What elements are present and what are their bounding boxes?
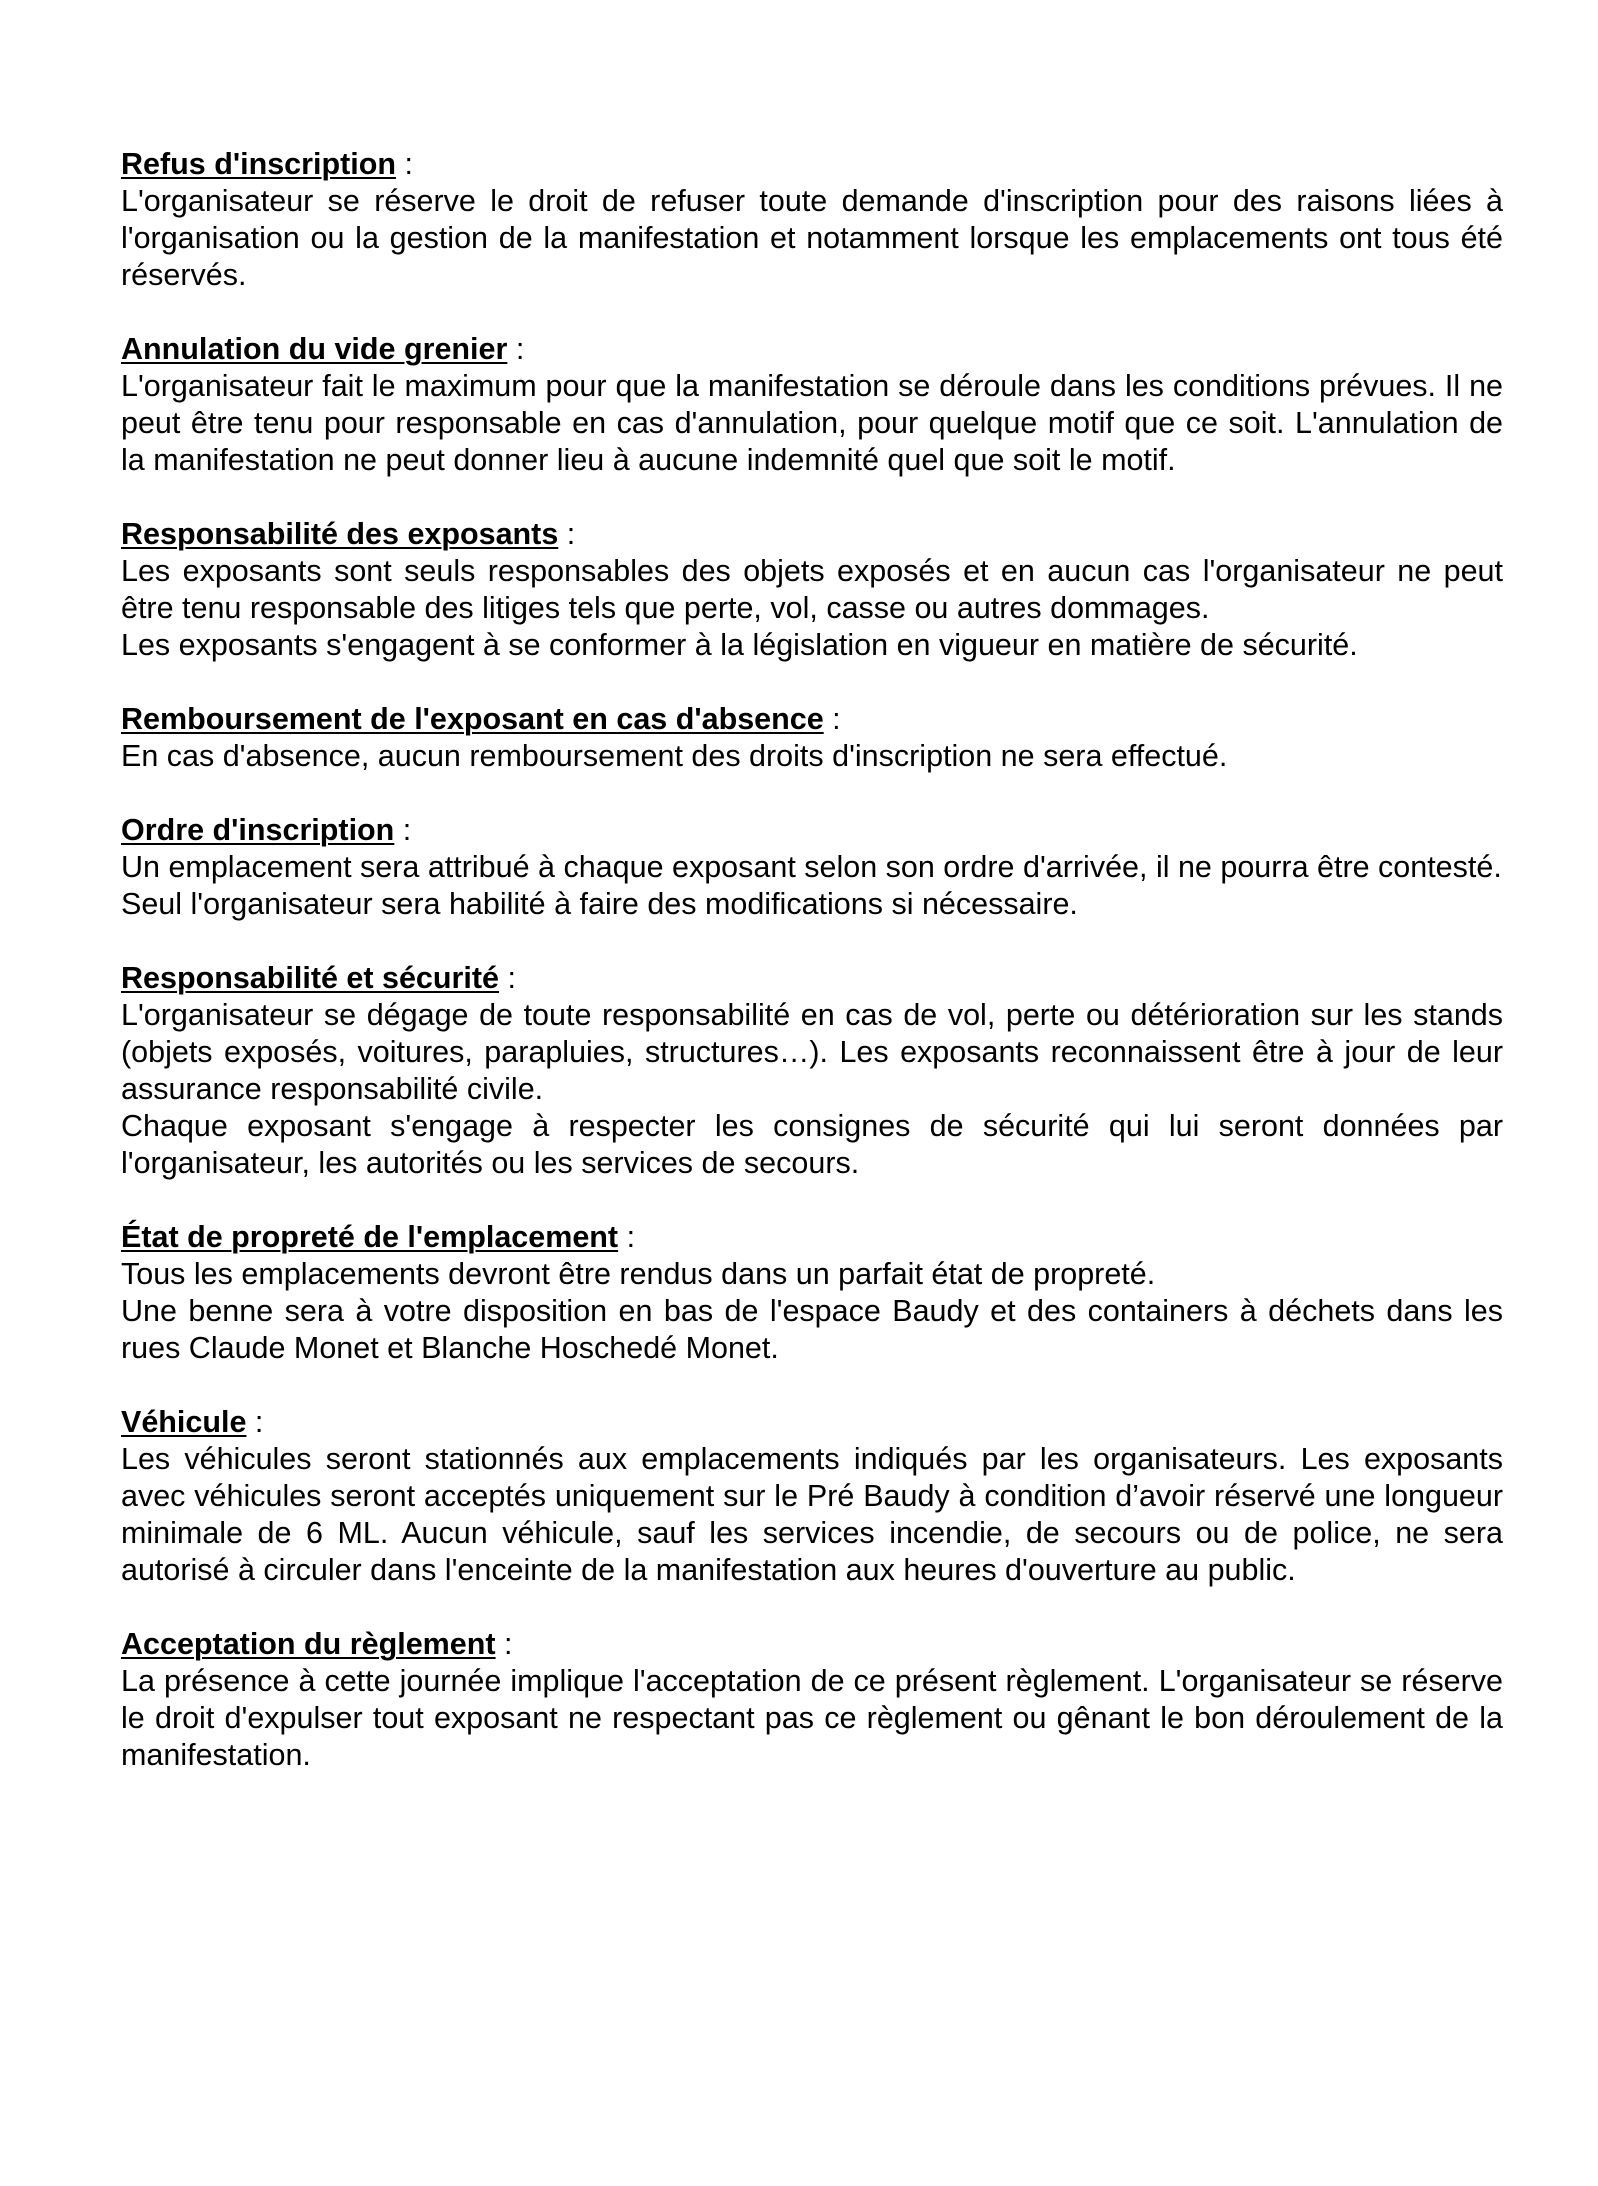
section-paragraph: Les véhicules seront stationnés aux emplacements indiqués par les organisateurs. Les exposants avec véhicules seront acceptés uniquement sur le Pré Baudy à condition d’avoir réservé une longueur minimale de 6 ML. Aucun véhicule, sauf les services incendie, de secours ou de police, ne sera autorisé à circuler dans l'enceinte de la manifestation aux heures d'ouverture au public. — [121, 1442, 1503, 1587]
section-paragraph: Tous les emplacements devront être rendus dans un parfait état de propreté. — [121, 1257, 1156, 1291]
section-heading-line — [121, 1626, 1503, 1663]
heading-colon: : — [499, 961, 516, 995]
heading-colon: : — [394, 813, 412, 847]
section-responsabilite-exposants — [121, 516, 1503, 664]
heading-colon: : — [246, 1405, 264, 1439]
section-heading-line — [121, 1219, 1503, 1256]
section-annulation — [121, 331, 1503, 479]
section-refus-inscription — [121, 146, 1503, 294]
section-heading-line — [121, 146, 1503, 183]
section-heading: Refus d'inscription — [121, 147, 396, 181]
section-heading: État de propreté de l'emplacement — [121, 1220, 619, 1254]
section-paragraph: L'organisateur se dégage de toute responsabilité en cas de vol, perte ou détérioration sur les stands (objets exposés, voitures, parapluies, structures…). Les exposants reconnaissent être à jour de leur assurance responsabilité civile. — [121, 998, 1503, 1106]
section-heading: Responsabilité des exposants — [121, 517, 559, 551]
section-ordre-inscription — [121, 812, 1503, 923]
section-heading: Remboursement de l'exposant en cas d'absence — [121, 702, 824, 736]
section-paragraph: Un emplacement sera attribué à chaque exposant selon son ordre d'arrivée, il ne pourra être contesté. — [121, 850, 1502, 884]
section-paragraph: L'organisateur fait le maximum pour que la manifestation se déroule dans les conditions prévues. Il ne peut être tenu pour responsable en cas d'annulation, pour quelque motif que ce soit. L'annulation de la manifestation ne peut donner lieu à aucune indemnité quel que soit le motif. — [121, 369, 1503, 477]
section-heading-line — [121, 516, 1503, 553]
heading-colon: : — [558, 517, 576, 551]
section-paragraph: Chaque exposant s'engage à respecter les consignes de sécurité qui lui seront données par l'organisateur, les autorités ou les services de secours. — [121, 1109, 1503, 1180]
section-heading-line — [121, 960, 1503, 997]
section-paragraph: L'organisateur se réserve le droit de refuser toute demande d'inscription pour des raisons liées à l'organisation ou la gestion de la manifestation et notamment lorsque les emplacements ont tous été réservés. — [121, 184, 1503, 292]
section-heading: Responsabilité et sécurité — [121, 961, 499, 995]
section-acceptation-reglement — [121, 1626, 1503, 1774]
section-heading-line — [121, 1404, 1503, 1441]
section-heading: Annulation du vide grenier — [121, 332, 508, 366]
heading-colon: : — [507, 332, 525, 366]
document-page — [121, 146, 1503, 1811]
section-responsabilite-securite — [121, 960, 1503, 1182]
heading-colon: : — [618, 1220, 636, 1254]
section-paragraph: Une benne sera à votre disposition en bas de l'espace Baudy et des containers à déchets dans les rues Claude Monet et Blanche Hoschedé Monet. — [121, 1294, 1503, 1365]
section-vehicule — [121, 1404, 1503, 1589]
section-heading: Ordre d'inscription — [121, 813, 395, 847]
section-heading-line — [121, 812, 1503, 849]
heading-colon: : — [396, 147, 413, 181]
section-proprete — [121, 1219, 1503, 1367]
section-paragraph: Les exposants sont seuls responsables des objets exposés et en aucun cas l'organisateur ne peut être tenu responsable des litiges tels que perte, vol, casse ou autres dommages. — [121, 554, 1503, 625]
section-heading: Acceptation du règlement — [121, 1627, 496, 1661]
section-paragraph: Les exposants s'engagent à se conformer à la législation en vigueur en matière de sécurité. — [121, 628, 1358, 662]
section-heading-line — [121, 331, 1503, 368]
section-heading-line — [121, 701, 1503, 738]
heading-colon: : — [823, 702, 841, 736]
section-paragraph: La présence à cette journée implique l'acceptation de ce présent règlement. L'organisateur se réserve le droit d'expulser tout exposant ne respectant pas ce règlement ou gênant le bon déroulement de la manifestation. — [121, 1664, 1503, 1772]
heading-colon: : — [495, 1627, 513, 1661]
section-paragraph: En cas d'absence, aucun remboursement des droits d'inscription ne sera effectué. — [121, 739, 1228, 773]
section-paragraph: Seul l'organisateur sera habilité à faire des modifications si nécessaire. — [121, 887, 1078, 921]
section-remboursement — [121, 701, 1503, 775]
section-heading: Véhicule — [121, 1405, 247, 1439]
